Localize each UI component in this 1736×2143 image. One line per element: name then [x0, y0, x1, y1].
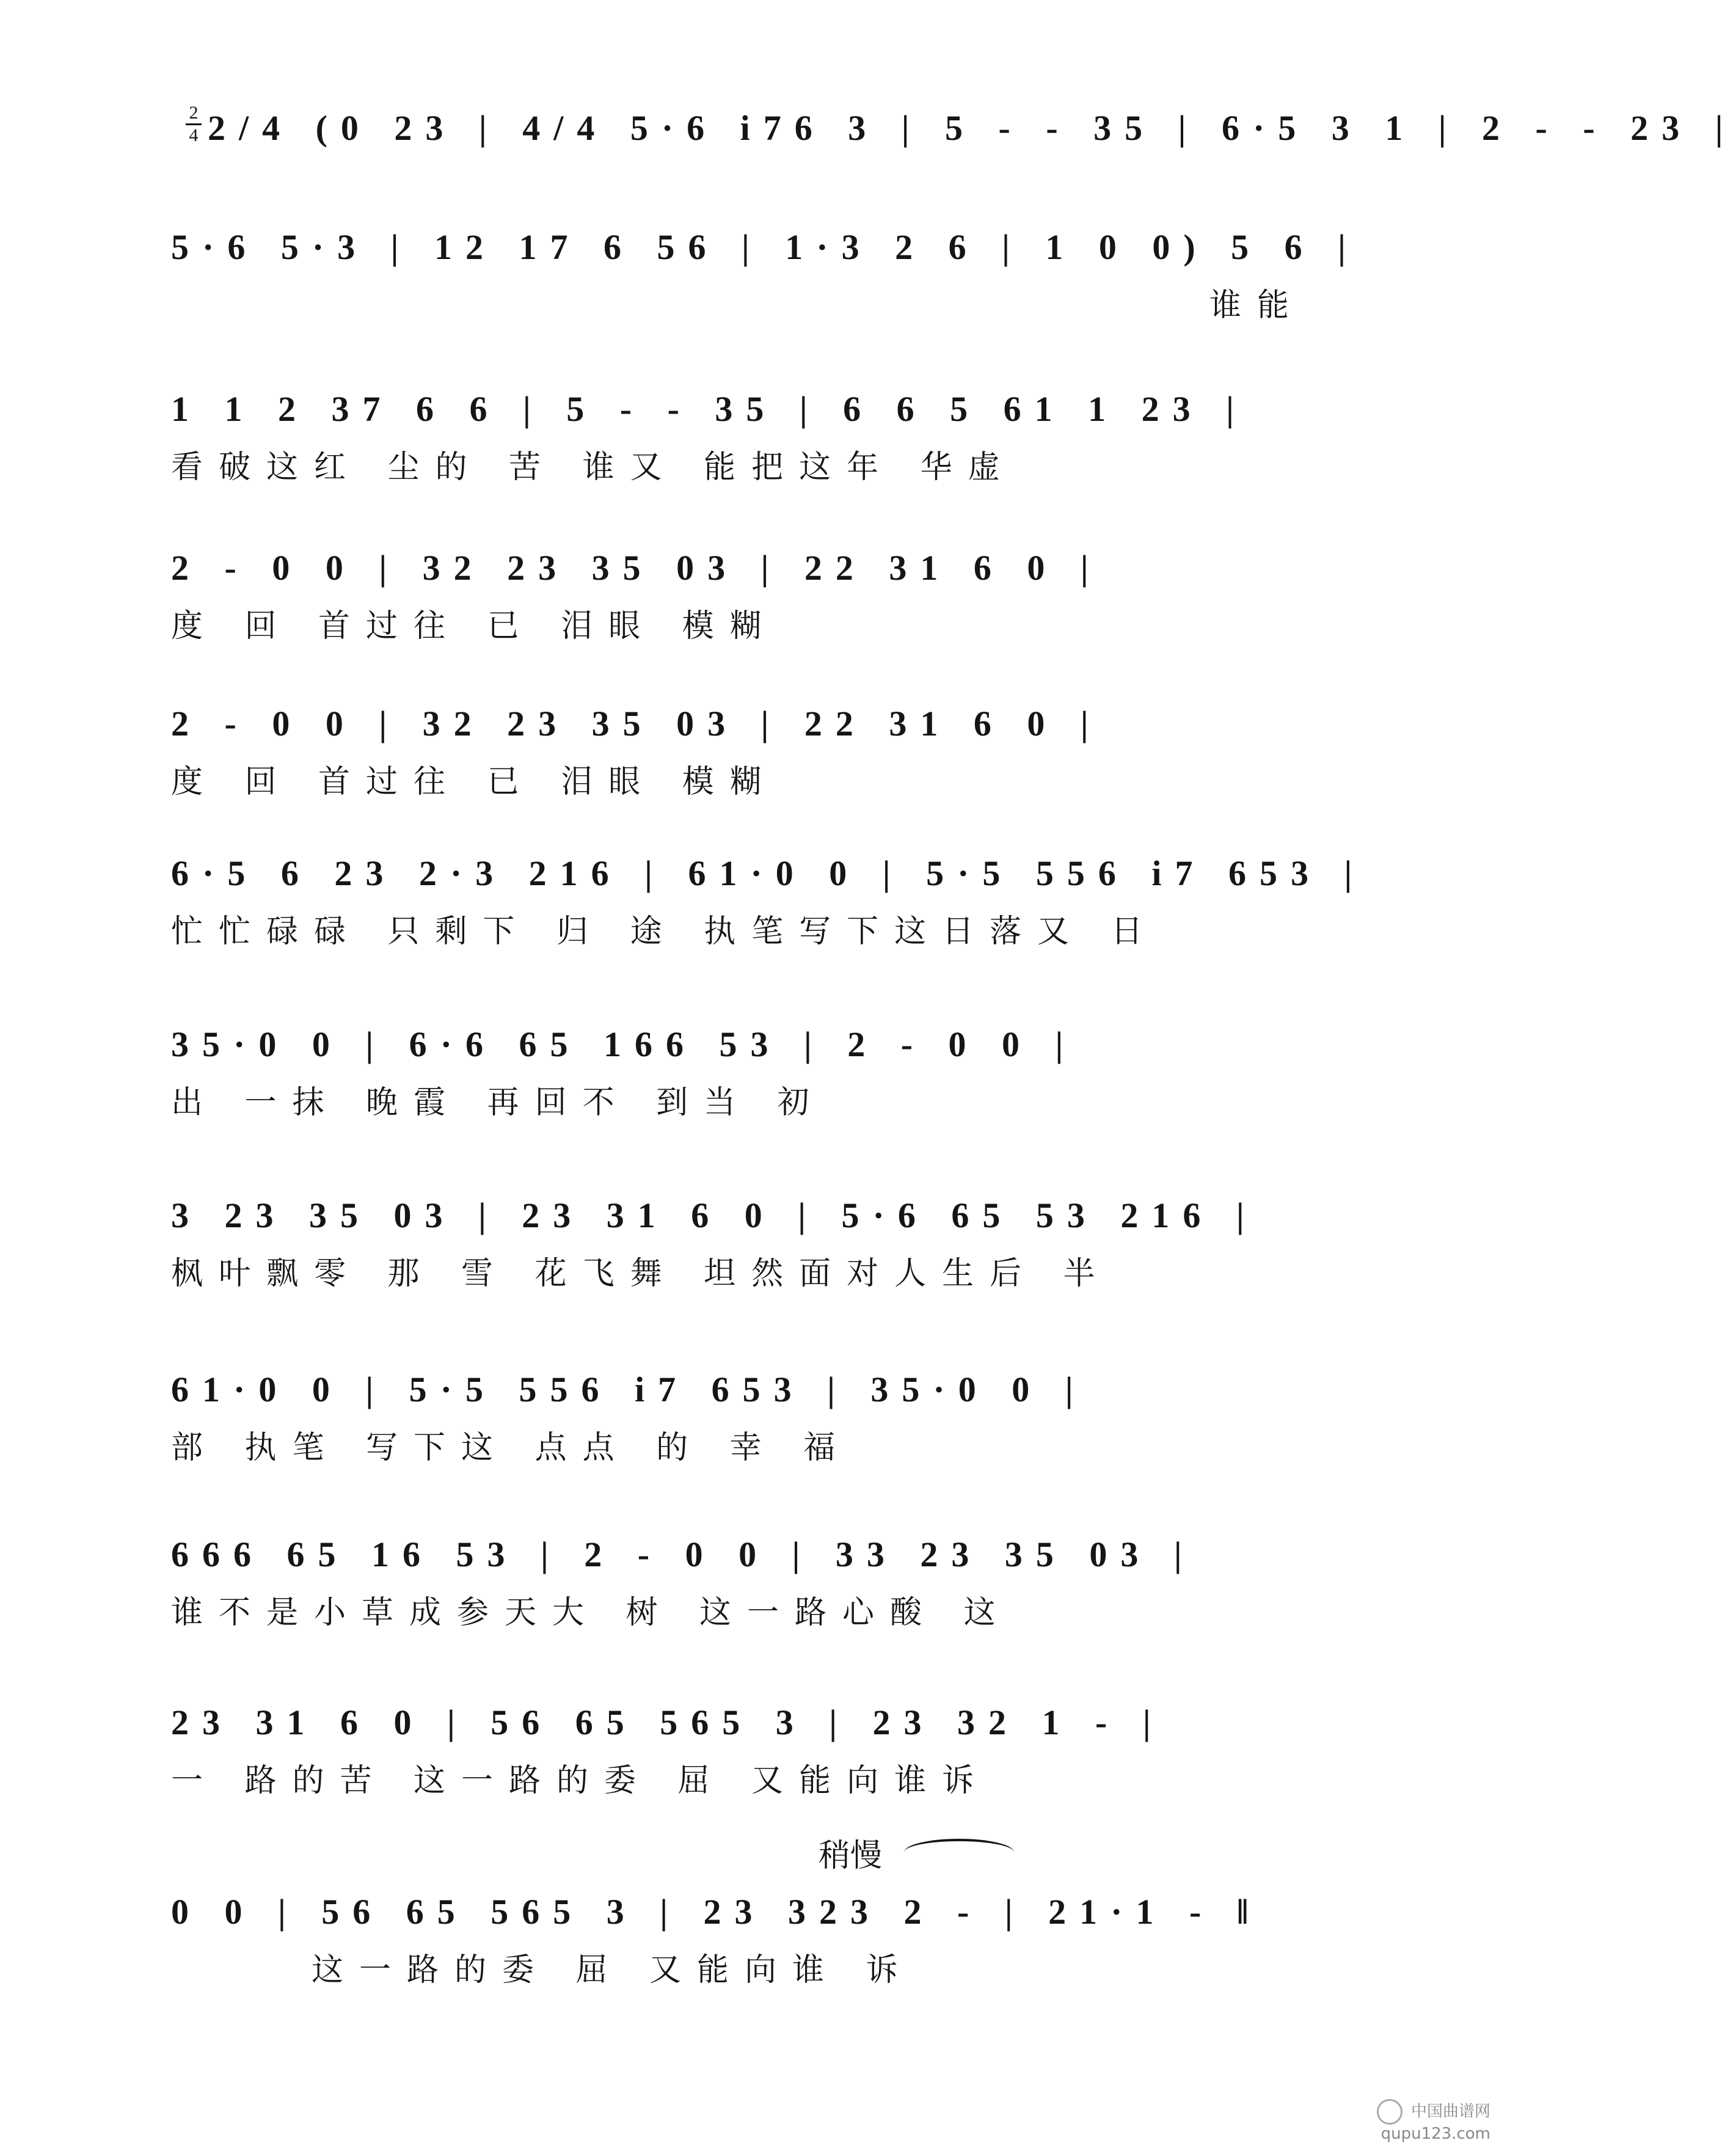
- notes: 2 - 0 0 | 32 23 35 03 | 22 31 6 0 |: [171, 704, 1102, 743]
- lyrics: 看破这红 尘的 苦 谁又 能把这年 华虚: [171, 449, 1016, 486]
- lyrics: 这一路的委 屈 又能向谁 诉: [312, 1952, 914, 1988]
- site-watermark: [1368, 2099, 1490, 2143]
- ts-top: 2: [189, 103, 199, 123]
- notes: 23 31 6 0 | 56 65 565 3 | 23 32 1 - |: [171, 1703, 1164, 1742]
- notes: 0 0 | 56 65 565 3 | 23 323 2 - | 21·1 - ‖: [171, 1892, 1262, 1932]
- lyrics: [171, 159, 1344, 214]
- score-line-3: [171, 379, 1344, 562]
- score-line-7: [171, 1014, 1344, 1197]
- lyrics: 出 一抹 晚霞 再回不 到当 初: [171, 1084, 825, 1121]
- lyrics: 部 执笔 写下这 点点 的 幸 福: [171, 1429, 852, 1466]
- tempo-marking: 稍慢: [819, 1838, 883, 1874]
- lyrics: 谁能: [1209, 287, 1305, 324]
- score-line-12: [171, 1882, 1344, 2065]
- lyrics: 枫叶飘零 那 雪 花飞舞 坦然面对人生后 半: [171, 1255, 1111, 1292]
- score-line-11: [171, 1692, 1344, 1875]
- lyrics: 忙忙碌碌 只剩下 归 途 执笔写下这日落又 日: [171, 913, 1159, 950]
- lyrics: 谁不是小草成参天大 树 这一路心酸 这: [171, 1594, 1012, 1631]
- lyrics: 度 回 首过往 已 泪眼 模糊: [171, 764, 778, 800]
- watermark-url: qupu123.com: [1380, 2125, 1490, 2143]
- notes: 2 - 0 0 | 32 23 35 03 | 22 31 6 0 |: [171, 548, 1102, 588]
- notes: 6·5 6 23 2·3 216 | 61·0 0 | 5·5 556 i7 653 |: [171, 853, 1366, 893]
- notes: 61·0 0 | 5·5 556 i7 653 | 35·0 0 |: [171, 1370, 1087, 1409]
- score-line-6: [171, 843, 1366, 1026]
- score-line-8: [171, 1185, 1344, 1368]
- notes: 2/4 (0 23 | 4/4 5·6 i76 3 | 5 - - 35 | 6·5 3 1 | 2 - - 23 |: [208, 108, 1736, 148]
- score-line-9: [171, 1359, 1344, 1542]
- notes: 35·0 0 | 6·6 65 166 53 | 2 - 0 0 |: [171, 1024, 1077, 1064]
- ts-bottom: 4: [189, 125, 199, 145]
- lyrics: 一 路的苦 这一路的委 屈 又能向谁诉: [171, 1762, 990, 1799]
- notes: 5·6 5·3 | 12 17 6 56 | 1·3 2 6 | 1 0 0) 5 6 |: [171, 227, 1359, 267]
- watermark-text: 中国曲谱网: [1410, 2102, 1490, 2121]
- lyrics: 度 回 首过往 已 泪眼 模糊: [171, 608, 778, 644]
- notes: 666 65 16 53 | 2 - 0 0 | 33 23 35 03 |: [171, 1535, 1195, 1574]
- notes: 3 23 35 03 | 23 31 6 0 | 5·6 65 53 216 |: [171, 1196, 1258, 1235]
- tempo-slur: [904, 1839, 1014, 1866]
- score-line-2: [171, 217, 1359, 400]
- site-logo-icon: [1377, 2099, 1402, 2125]
- score-line-10: [171, 1524, 1344, 1707]
- notes: 1 1 2 37 6 6 | 5 - - 35 | 6 6 5 61 1 23 |: [171, 389, 1247, 429]
